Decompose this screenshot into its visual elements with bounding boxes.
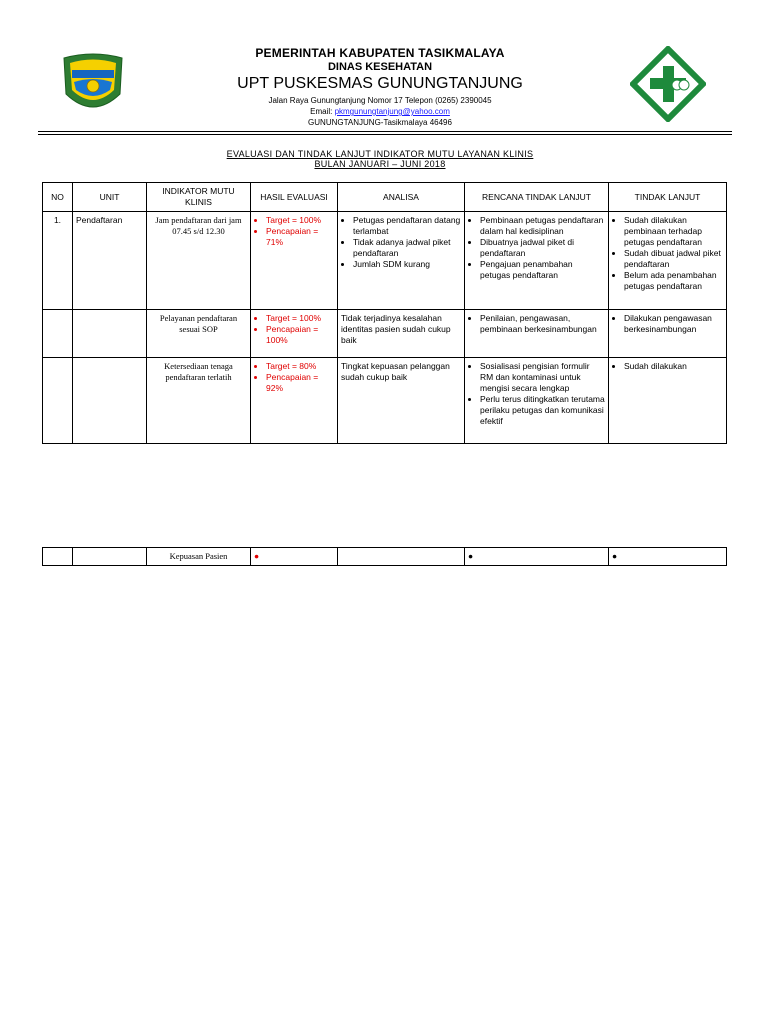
header-city: GUNUNGTANJUNG-Tasikmalaya 46496	[308, 118, 452, 127]
header-puskesmas: UPT PUSKESMAS GUNUNGTANJUNG	[237, 75, 523, 92]
row-indikator: Ketersediaan tenaga pendaftaran terlatih	[147, 358, 251, 444]
list-item: • Pengajuan penambahan petugas pendaftaran	[480, 259, 605, 281]
row-unit	[73, 548, 147, 566]
header-rule-bottom	[38, 134, 732, 135]
header-email-line	[130, 107, 630, 116]
evaluation-table	[42, 182, 727, 444]
col-header-rencana: RENCANA TINDAK LANJUT	[465, 183, 609, 212]
list-item: • Petugas pendaftaran datang terlambat	[353, 215, 461, 237]
row-tindak	[609, 358, 727, 444]
row-hasil	[251, 358, 338, 444]
row-hasil	[251, 310, 338, 358]
header-rule-top	[38, 131, 732, 132]
document-period: BULAN JANUARI – JUNI 2018	[314, 159, 446, 169]
hasil-pencapaian: • Pencapaian = 92%	[266, 372, 334, 394]
row-analisa	[338, 548, 465, 566]
bullet-icon: ●	[612, 551, 618, 561]
row-rencana	[465, 358, 609, 444]
table-row	[43, 212, 727, 310]
row-indikator: Pelayanan pendaftaran sesuai SOP	[147, 310, 251, 358]
list-item: • Pembinaan petugas pendaftaran dalam hal kedisiplinan	[480, 215, 605, 237]
row-no	[43, 548, 73, 566]
table-row	[43, 548, 727, 566]
row-unit: Pendaftaran	[73, 212, 147, 310]
col-header-unit: UNIT	[73, 183, 147, 212]
row-tindak	[609, 212, 727, 310]
row-rencana	[465, 548, 609, 566]
list-item: • Sudah dibuat jadwal piket pendaftaran	[624, 248, 723, 270]
list-item: • Perlu terus ditingkatkan terutama perilaku petugas dan komunikasi efektif	[480, 394, 605, 427]
hasil-target: • Target = 80%	[266, 361, 334, 372]
row-tindak	[609, 548, 727, 566]
header-government: PEMERINTAH KABUPATEN TASIKMALAYA	[255, 46, 505, 60]
row-analisa	[338, 212, 465, 310]
row-analisa: Tidak terjadinya kesalahan identitas pasien sudah cukup baik	[338, 310, 465, 358]
list-item: • Penilaian, pengawasan, pembinaan berkesinambungan	[480, 313, 605, 335]
row-rencana	[465, 212, 609, 310]
list-item: • Belum ada penambahan petugas pendaftaran	[624, 270, 723, 292]
col-header-tindak: TINDAK LANJUT	[609, 183, 727, 212]
list-item: • Jumlah SDM kurang	[353, 259, 461, 270]
row-no: 1.	[43, 212, 73, 310]
email-label: Email:	[310, 107, 335, 116]
row-unit	[73, 358, 147, 444]
list-item: • Sosialisasi pengisian formulir RM dan kontaminasi untuk mengisi secara lengkap	[480, 361, 605, 394]
bullet-icon: ●	[468, 551, 474, 561]
list-item: • Tidak adanya jadwal piket pendaftaran	[353, 237, 461, 259]
row-unit	[73, 310, 147, 358]
row-indikator: Kepuasan Pasien	[147, 548, 251, 566]
list-item: • Dilakukan pengawasan berkesinambungan	[624, 313, 723, 335]
row-indikator: Jam pendaftaran dari jam 07.45 s/d 12.30	[147, 212, 251, 310]
header-address: Jalan Raya Gunungtanjung Nomor 17 Telepon (0265) 2390045	[268, 96, 492, 105]
kepuasan-table	[42, 547, 727, 566]
hasil-pencapaian: • Pencapaian = 71%	[266, 226, 334, 248]
row-analisa: Tingkat kepuasan pelanggan sudah cukup baik	[338, 358, 465, 444]
table-header-row	[43, 183, 727, 212]
hasil-target: • Target = 100%	[266, 215, 334, 226]
row-rencana	[465, 310, 609, 358]
hasil-pencapaian: • Pencapaian = 100%	[266, 324, 334, 346]
kabupaten-tasikmalaya-logo	[60, 50, 126, 120]
document-title: EVALUASI DAN TINDAK LANJUT INDIKATOR MUTU LAYANAN KLINIS	[226, 149, 534, 159]
col-header-hasil: HASIL EVALUASI	[251, 183, 338, 212]
list-item: • Sudah dilakukan pembinaan terhadap petugas pendaftaran	[624, 215, 723, 248]
header-department: DINAS KESEHATAN	[327, 61, 433, 73]
email-link[interactable]: pkmgunungtanjung@yahoo.com	[334, 107, 450, 116]
col-header-indikator: INDIKATOR MUTU KLINIS	[147, 183, 251, 212]
bullet-icon: ●	[254, 551, 260, 561]
list-item: • Sudah dilakukan	[624, 361, 723, 372]
row-no	[43, 358, 73, 444]
hasil-target: • Target = 100%	[266, 313, 334, 324]
table-row	[43, 310, 727, 358]
row-tindak	[609, 310, 727, 358]
row-no	[43, 310, 73, 358]
col-header-analisa: ANALISA	[338, 183, 465, 212]
table-row	[43, 358, 727, 444]
row-hasil	[251, 548, 338, 566]
puskesmas-logo	[630, 46, 706, 122]
list-item: • Dibuatnya jadwal piket di pendaftaran	[480, 237, 605, 259]
col-header-no: NO	[43, 183, 73, 212]
row-hasil	[251, 212, 338, 310]
